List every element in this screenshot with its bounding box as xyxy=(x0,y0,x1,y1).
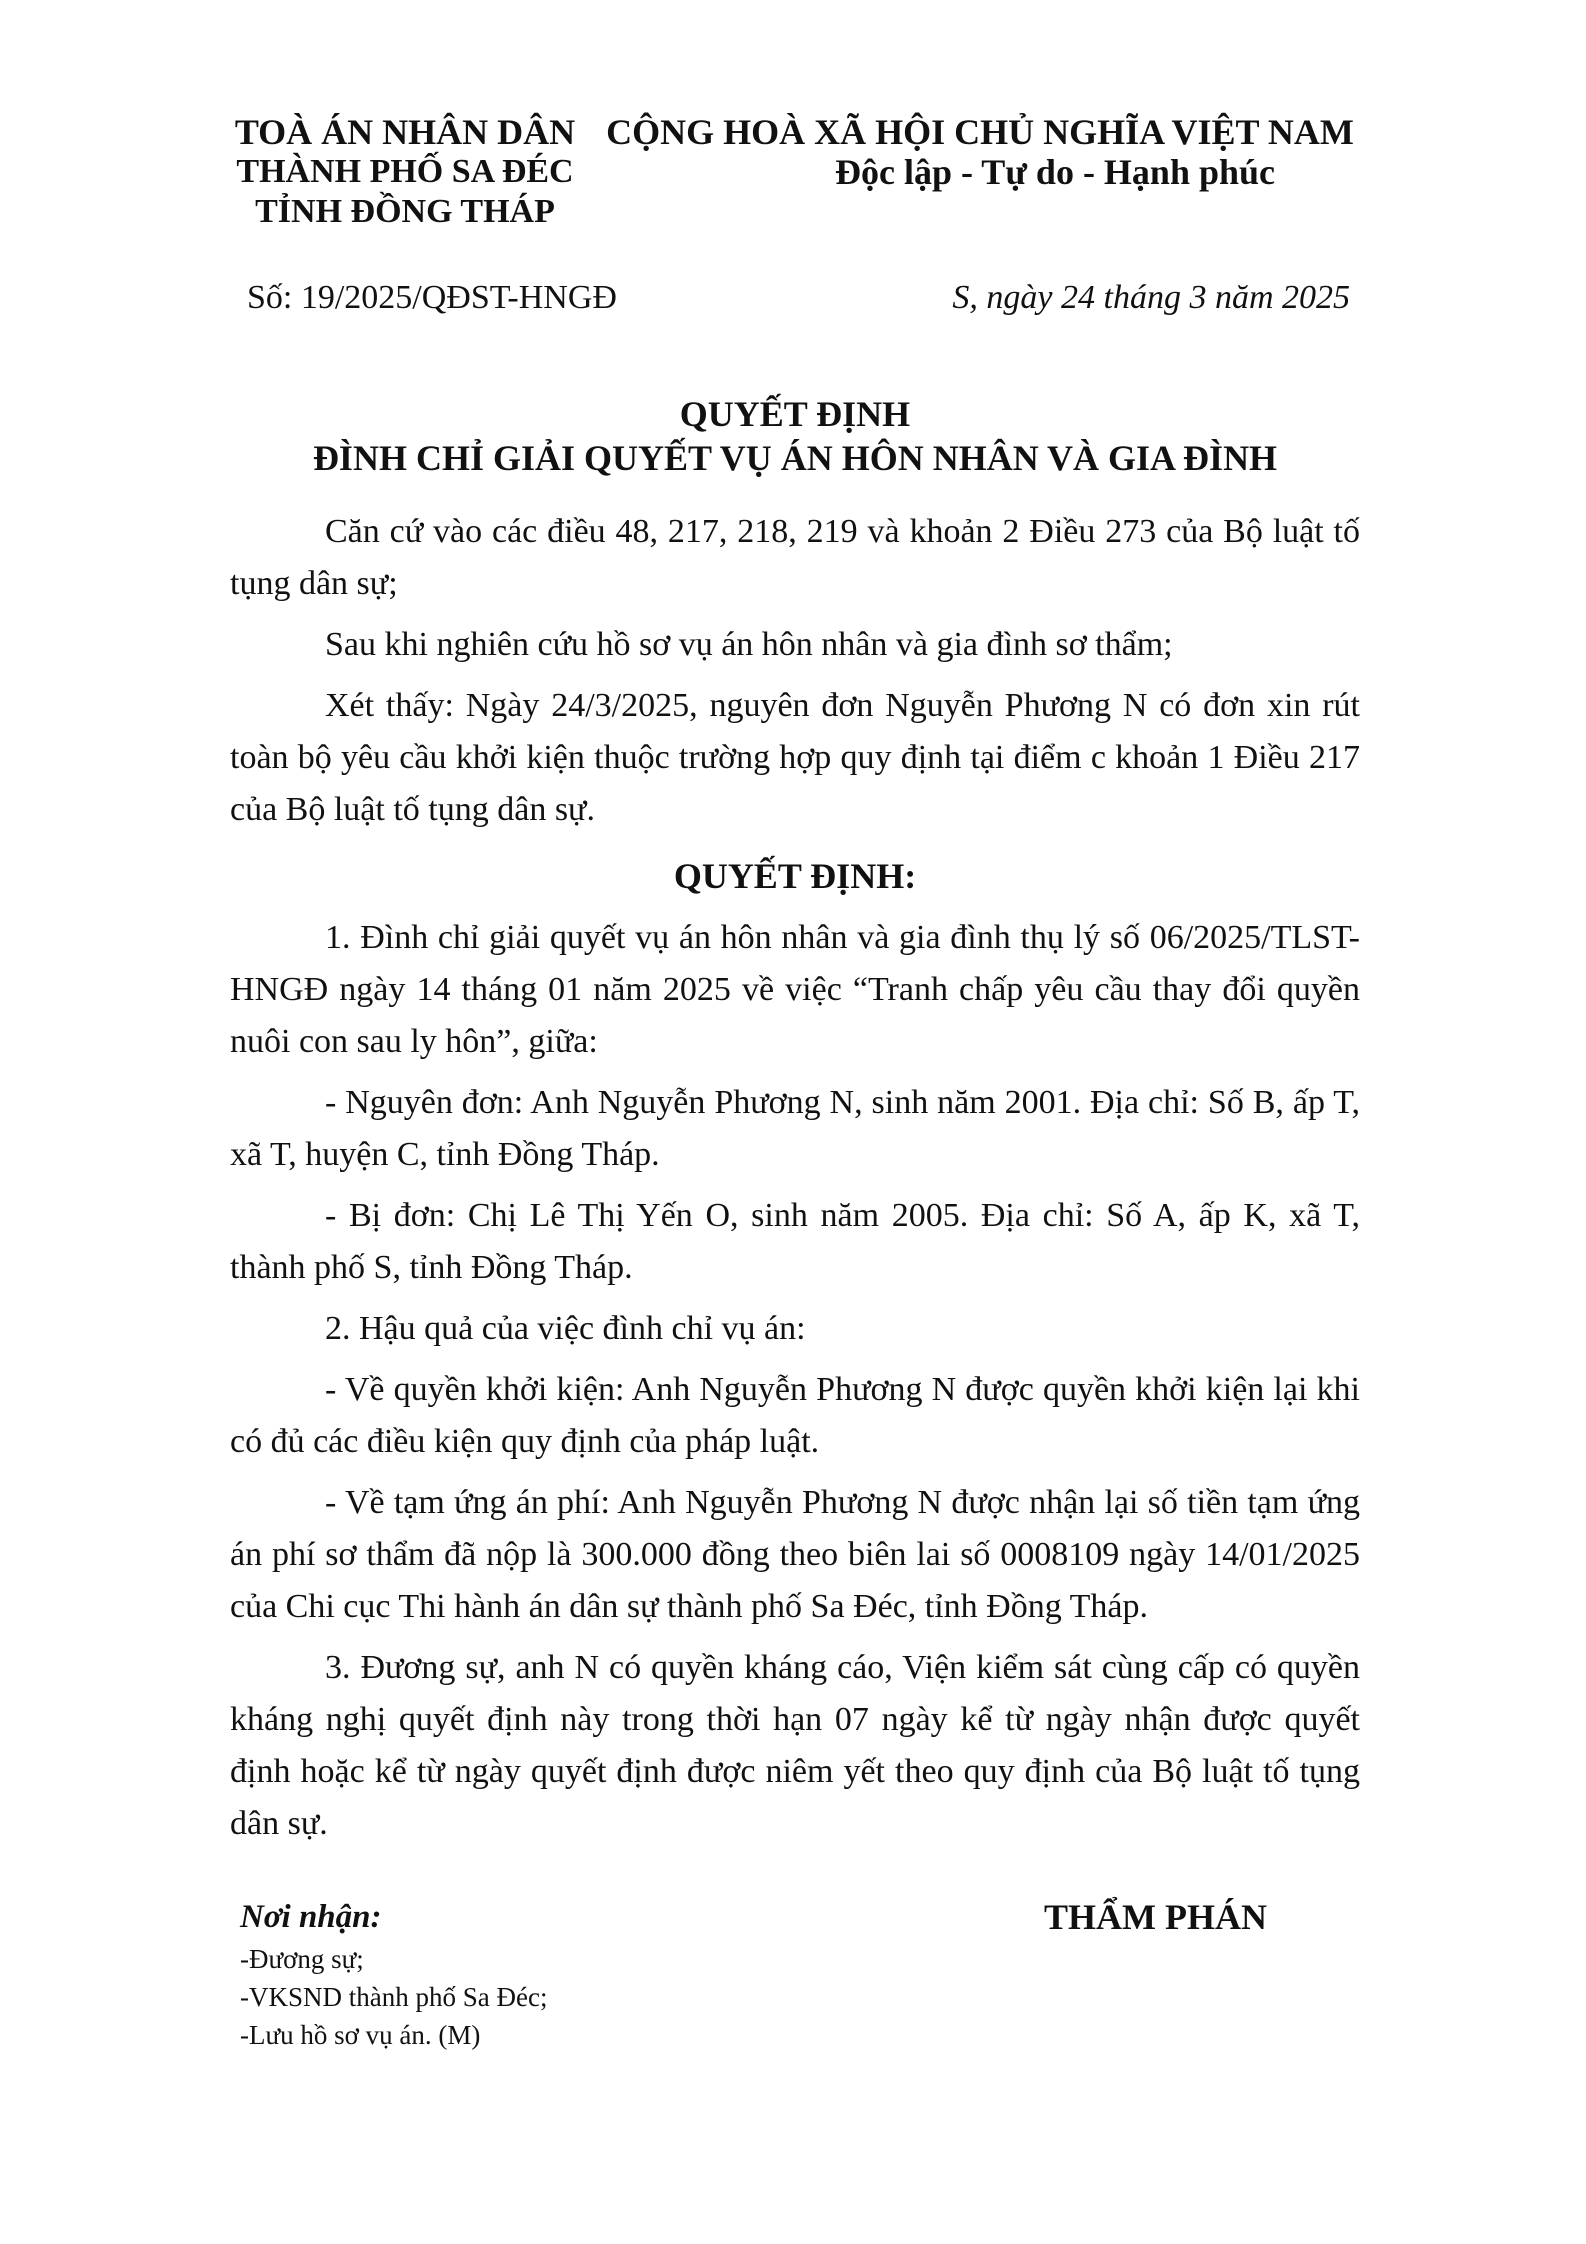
court-province-line: TỈNH ĐỒNG THÁP xyxy=(255,193,555,230)
decision-item: - Về quyền khởi kiện: Anh Nguyễn Phương N được quyền khởi kiện lại khi có đủ các điều kiện quy định của pháp luật. xyxy=(230,1371,1360,1460)
recipients-list xyxy=(240,1940,547,2054)
decision-item: - Nguyên đơn: Anh Nguyễn Phương N, sinh năm 2001. Địa chỉ: Số B, ấp T, xã T, huyện C, tỉnh Đồng Tháp. xyxy=(230,1084,1360,1173)
recipient-item: -Đương sự; xyxy=(240,1944,364,1974)
signer-title: THẨM PHÁN xyxy=(1044,1897,1267,1937)
court-name-line: TOÀ ÁN NHÂN DÂN xyxy=(234,112,576,152)
document-title: QUYẾT ĐỊNH xyxy=(679,394,911,434)
document-subtitle: ĐÌNH CHỈ GIẢI QUYẾT VỤ ÁN HÔN NHÂN VÀ GIA ĐÌNH xyxy=(312,438,1278,478)
recipient-item: -Lưu hồ sơ vụ án. (M) xyxy=(240,2020,481,2050)
recipients-label: Nơi nhận: xyxy=(240,1899,382,1935)
country-name: CỘNG HOÀ XÃ HỘI CHỦ NGHĨA VIỆT NAM xyxy=(606,112,1354,152)
document-number: Số: 19/2025/QĐST-HNGĐ xyxy=(247,279,617,316)
decision-heading: QUYẾT ĐỊNH: xyxy=(673,856,917,896)
decision-item: 2. Hậu quả của việc đình chỉ vụ án: xyxy=(325,1310,806,1347)
decision-item: - Về tạm ứng án phí: Anh Nguyễn Phương N được nhận lại số tiền tạm ứng án phí sơ thẩm đã nộp là 300.000 đồng theo biên lai số 0008109 ngày 14/01/2025 của Chi cục Thi hành án dân sự thành phố Sa Đéc, tỉnh Đồng Tháp. xyxy=(230,1484,1360,1625)
national-motto: Độc lập - Tự do - Hạnh phúc xyxy=(834,152,1276,192)
court-header xyxy=(200,112,610,232)
document-date: S, ngày 24 tháng 3 năm 2025 xyxy=(952,279,1350,316)
preamble-finding: Xét thấy: Ngày 24/3/2025, nguyên đơn Nguyễn Phương N có đơn xin rút toàn bộ yêu cầu khởi kiện thuộc trường hợp quy định tại điểm c khoản 1 Điều 217 của Bộ luật tố tụng dân sự. xyxy=(230,687,1360,828)
recipient-item: -VKSND thành phố Sa Đéc; xyxy=(240,1982,548,2012)
decision-item: 3. Đương sự, anh N có quyền kháng cáo, Viện kiểm sát cùng cấp có quyền kháng nghị quyết định này trong thời hạn 07 ngày kể từ ngày nhận được quyết định hoặc kể từ ngày quyết định được niêm yết theo quy định của Bộ luật tố tụng dân sự. xyxy=(230,1649,1360,1842)
court-city-line: THÀNH PHỐ SA ĐÉC xyxy=(236,153,574,190)
preamble-review: Sau khi nghiên cứu hồ sơ vụ án hôn nhân và gia đình sơ thẩm; xyxy=(325,626,1173,663)
national-header xyxy=(600,112,1360,192)
decision-item: 1. Đình chỉ giải quyết vụ án hôn nhân và gia đình thụ lý số 06/2025/TLST-HNGĐ ngày 14 tháng 01 năm 2025 về việc “Tranh chấp yêu cầu thay đổi quyền nuôi con sau ly hôn”, giữa: xyxy=(230,919,1360,1060)
recipients-block xyxy=(240,1894,547,2054)
document-body xyxy=(230,506,1360,1859)
preamble-legal-basis: Căn cứ vào các điều 48, 217, 218, 219 và khoản 2 Điều 273 của Bộ luật tố tụng dân sự; xyxy=(230,513,1360,602)
decision-item: - Bị đơn: Chị Lê Thị Yến O, sinh năm 2005. Địa chỉ: Số A, ấp K, xã T, thành phố S, tỉnh Đồng Tháp. xyxy=(230,1197,1360,1286)
